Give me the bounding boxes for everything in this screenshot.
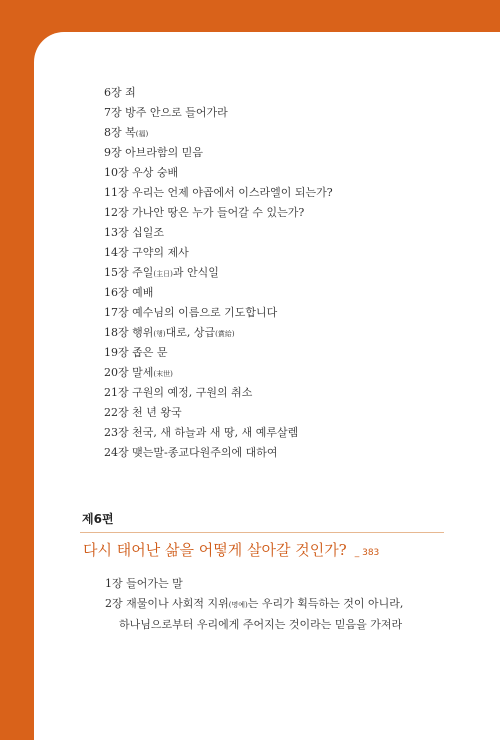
toc-item-text: 24장 맺는말-종교다원주의에 대하여 bbox=[104, 446, 278, 459]
toc-item-text: 7장 방주 안으로 들어가라 bbox=[104, 106, 228, 119]
page bbox=[34, 32, 500, 740]
toc-item-text: 8장 복 bbox=[104, 126, 136, 139]
part-chapter-text: 1장 들어가는 말 bbox=[105, 577, 183, 590]
toc-item-note: (행) bbox=[153, 330, 166, 338]
toc-item-text: 22장 천 년 왕국 bbox=[104, 406, 182, 419]
toc-item bbox=[104, 343, 333, 363]
toc-item bbox=[104, 283, 333, 303]
toc-item-text: 23장 천국, 새 하늘과 새 땅, 새 예루살렘 bbox=[104, 426, 299, 439]
toc-item bbox=[104, 123, 333, 143]
toc-item bbox=[104, 83, 333, 103]
toc-item bbox=[104, 443, 333, 463]
toc-item-text: 6장 죄 bbox=[104, 86, 136, 99]
toc-item bbox=[104, 363, 333, 383]
part-chapter-text: 2장 재물이나 사회적 지위 bbox=[105, 597, 229, 610]
toc-item-text-after: 대로, 상급 bbox=[165, 326, 216, 339]
part-chapter-item bbox=[105, 574, 403, 594]
toc-item bbox=[104, 383, 333, 403]
toc-item bbox=[104, 143, 333, 163]
part-chapter-item bbox=[105, 594, 403, 634]
toc-item-note: (賞給) bbox=[215, 330, 235, 338]
toc-item bbox=[104, 103, 333, 123]
part-label: 제6편 bbox=[82, 512, 114, 526]
toc-item-text: 20장 말세 bbox=[104, 366, 154, 379]
toc-item bbox=[104, 163, 333, 183]
part-title bbox=[83, 539, 379, 560]
toc-list bbox=[104, 83, 333, 463]
toc-item-text: 12장 가나안 땅은 누가 들어갈 수 있는가? bbox=[104, 206, 305, 219]
toc-item bbox=[104, 403, 333, 423]
toc-item-note: (福) bbox=[135, 130, 149, 138]
toc-item bbox=[104, 183, 333, 203]
part-chapter-text-after: 는 우리가 획득하는 것이 아니라, bbox=[247, 597, 404, 610]
toc-item-text: 16장 예배 bbox=[104, 286, 154, 299]
toc-item-text: 14장 구약의 제사 bbox=[104, 246, 189, 259]
toc-item bbox=[104, 423, 333, 443]
toc-item bbox=[104, 223, 333, 243]
toc-item-text: 18장 행위 bbox=[104, 326, 154, 339]
toc-item-text-after: 과 안식일 bbox=[172, 266, 219, 279]
part-chapter-list bbox=[105, 574, 403, 634]
toc-item-text: 17장 예수님의 이름으로 기도합니다 bbox=[104, 306, 278, 319]
toc-item bbox=[104, 243, 333, 263]
toc-item bbox=[104, 203, 333, 223]
toc-item bbox=[104, 303, 333, 323]
toc-item-text: 11장 우리는 언제 야곱에서 이스라엘이 되는가? bbox=[104, 186, 333, 199]
toc-item-note: (主日) bbox=[153, 270, 173, 278]
part-title-text: 다시 태어난 삶을 어떻게 살아갈 것인가? bbox=[83, 541, 347, 559]
part-chapter-line bbox=[105, 594, 403, 615]
toc-item bbox=[104, 323, 333, 343]
toc-item bbox=[104, 263, 333, 283]
part-divider bbox=[80, 532, 444, 533]
part-chapter-note: (명예) bbox=[228, 601, 248, 609]
part-page-number: _ 383 bbox=[354, 548, 380, 558]
toc-item-text: 15장 주일 bbox=[104, 266, 154, 279]
part-chapter-line: 하나님으로부터 우리에게 주어지는 것이라는 믿음을 가져라 bbox=[119, 618, 403, 631]
toc-item-text: 9장 아브라함의 믿음 bbox=[104, 146, 203, 159]
toc-item-text: 19장 좁은 문 bbox=[104, 346, 168, 359]
toc-item-text: 21장 구원의 예정, 구원의 취소 bbox=[104, 386, 253, 399]
toc-item-text: 13장 십일조 bbox=[104, 226, 164, 239]
toc-item-text: 10장 우상 숭배 bbox=[104, 166, 179, 179]
toc-item-note: (末世) bbox=[153, 370, 173, 378]
